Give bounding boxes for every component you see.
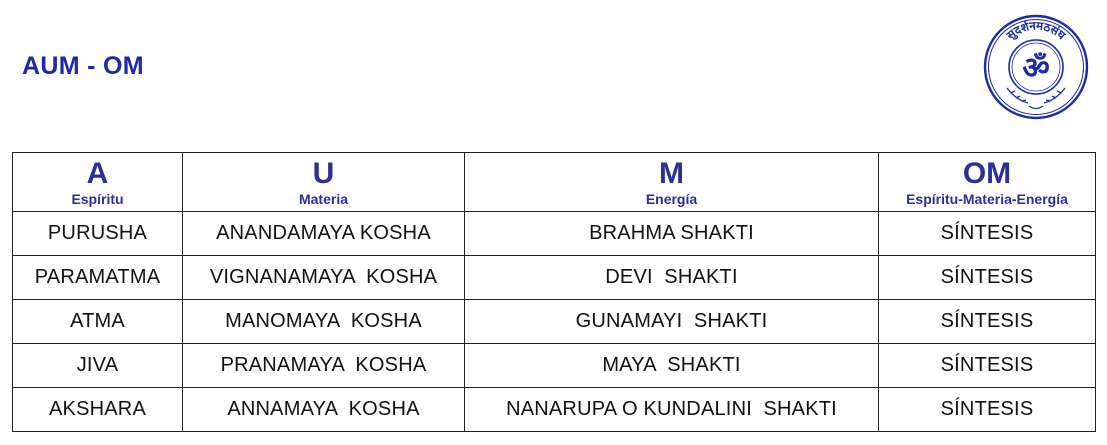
table-cell: PARAMATMA [13,256,183,300]
table-cell: SÍNTESIS [879,212,1096,256]
seal-outer-text: सुदर्शनमठसंघ [1003,18,1069,43]
table-cell: AKSHARA [13,388,183,432]
header-letter: U [312,156,335,190]
table-row [13,212,1096,256]
table-row [13,300,1096,344]
header-cell-om [879,153,1096,212]
table-cell: ANNAMAYA KOSHA [183,388,465,432]
table-cell: JIVA [13,344,183,388]
header-cell-u [183,153,465,212]
table-cell: SÍNTESIS [879,300,1096,344]
header-letter: OM [962,156,1012,190]
table-cell: VIGNANAMAYA KOSHA [183,256,465,300]
table-cell: ATMA [13,300,183,344]
header-letter: M [659,156,684,190]
table-cell: MAYA SHAKTI [465,344,879,388]
table-cell: SÍNTESIS [879,388,1096,432]
header-cell-a [13,153,183,212]
header-cell-m [465,153,879,212]
aum-om-table [12,152,1096,432]
table-cell: MANOMAYA KOSHA [183,300,465,344]
table-cell: NANARUPA O KUNDALINI SHAKTI [465,388,879,432]
table-cell: GUNAMAYI SHAKTI [465,300,879,344]
header-subtitle: Energía [645,190,698,207]
table-cell: SÍNTESIS [879,344,1096,388]
table-row [13,344,1096,388]
page-title: AUM - OM [22,52,144,80]
table-row [13,256,1096,300]
table-cell: SÍNTESIS [879,256,1096,300]
table-cell: PRANAMAYA KOSHA [183,344,465,388]
table-cell: BRAHMA SHAKTI [465,212,879,256]
header-subtitle: Espíritu [71,190,124,207]
table-cell: ANANDAMAYA KOSHA [183,212,465,256]
table-cell: PURUSHA [13,212,183,256]
table-cell: DEVI SHAKTI [465,256,879,300]
om-seal-logo [983,14,1089,120]
header-subtitle: Espíritu-Materia-Energía [906,190,1068,207]
header-letter: A [86,156,109,190]
header-subtitle: Materia [298,190,349,207]
table-header-row [13,153,1096,212]
table-row [13,388,1096,432]
om-symbol-icon: ॐ [1022,51,1050,86]
